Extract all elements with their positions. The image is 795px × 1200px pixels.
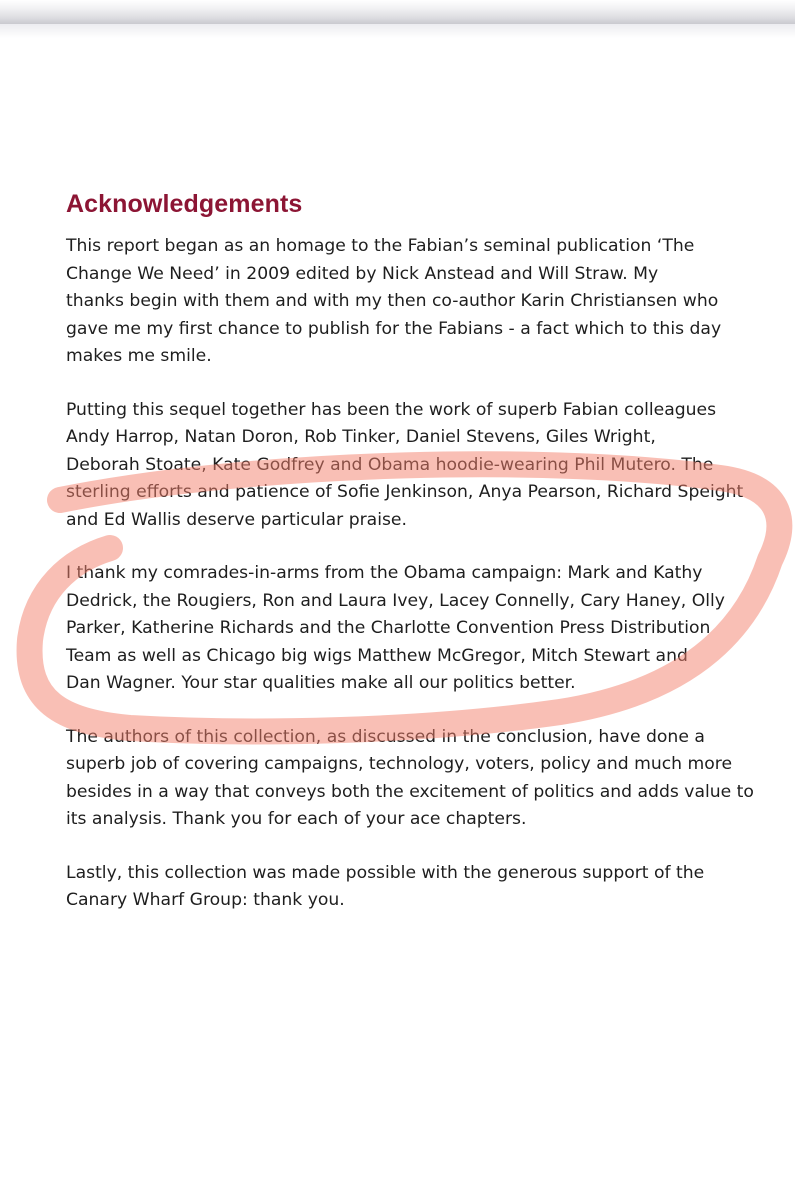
paragraph-3 <box>66 560 766 698</box>
text-line: Dedrick, the Rougiers, Ron and Laura Ivey, Lacey Connelly, Cary Haney, Olly <box>66 590 725 611</box>
text-line: I thank my comrades-in-arms from the Obama campaign: Mark and Kathy <box>66 563 703 583</box>
text-line: Andy Harrop, Natan Doron, Rob Tinker, Daniel Stevens, Giles Wright, <box>66 427 656 447</box>
text-line: Change We Need’ in 2009 edited by Nick Anstead and Will Straw. My <box>66 263 659 284</box>
paragraph-2 <box>66 397 766 535</box>
acknowledgements-section <box>66 190 766 941</box>
text-line: sterling efforts and patience of Sofie Jenkinson, Anya Pearson, Richard Speight <box>66 482 744 502</box>
text-line: Parker, Katherine Richards and the Charlotte Convention Press Distribution <box>66 618 711 638</box>
paragraph-1 <box>66 233 766 371</box>
section-heading: Acknowledgements <box>66 190 303 218</box>
text-line: superb job of covering campaigns, technology, voters, policy and much more <box>66 754 733 774</box>
text-line: This report began as an homage to the Fabian’s seminal publication ‘The <box>66 236 695 256</box>
text-line: makes me smile. <box>66 346 212 366</box>
text-line: Canary Wharf Group: thank you. <box>66 890 345 910</box>
text-line: Lastly, this collection was made possible with the generous support of the <box>66 862 705 883</box>
text-line: besides in a way that conveys both the excitement of politics and adds value to <box>66 781 754 802</box>
paragraph-4 <box>66 724 766 834</box>
text-line: Putting this sequel together has been the work of superb Fabian colleagues <box>66 399 717 420</box>
text-line: Dan Wagner. Your star qualities make all our politics better. <box>66 673 576 693</box>
viewer-top-bar <box>0 0 795 24</box>
viewer-top-bar-shadow <box>0 24 795 38</box>
text-line: its analysis. Thank you for each of your ace chapters. <box>66 809 527 829</box>
text-line: gave me my first chance to publish for the Fabians - a fact which to this day <box>66 318 722 339</box>
text-line: Team as well as Chicago big wigs Matthew McGregor, Mitch Stewart and <box>66 645 688 666</box>
text-line: Deborah Stoate, Kate Godfrey and Obama hoodie-wearing Phil Mutero. The <box>66 454 714 475</box>
text-line: and Ed Wallis deserve particular praise. <box>66 509 407 530</box>
text-line: thanks begin with them and with my then co-author Karin Christiansen who <box>66 291 719 311</box>
text-line: The authors of this collection, as discussed in the conclusion, have done a <box>66 726 705 747</box>
paragraph-5 <box>66 860 766 915</box>
